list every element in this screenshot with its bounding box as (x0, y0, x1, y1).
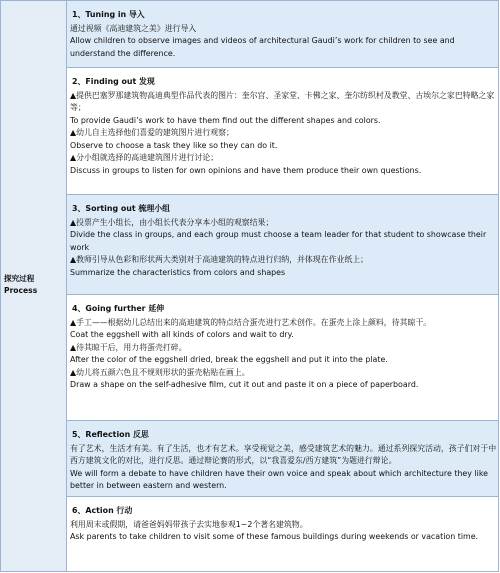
section-title: 1、Tuning in 导入 (72, 10, 145, 19)
row-label-en: Process (4, 286, 38, 295)
section-line: Discuss in groups to listen for own opinions and have them produce their own questions. (70, 165, 422, 175)
section-line: Allow children to observe images and videos of architectural Gaudi’s work for children to see and understand the difference. (70, 36, 455, 58)
row-label-cell (1, 1, 67, 571)
section-line: ▲投票产生小组长，由小组长代表分享本小组的观察结果； (70, 217, 274, 227)
row-label-zh: 探究过程 (4, 274, 35, 283)
section-line: 通过视频《高迪建筑之美》进行导入 (70, 23, 197, 33)
section-line: ▲教师引导从色彩和形状两大类别对于高迪建筑的特点进行归纳，并体现在作业纸上； (70, 255, 369, 264)
section-title: 2、Finding out 发现 (72, 77, 155, 86)
section-line: ▲幼儿将五颜六色且不规则形状的蛋壳粘贴在画上。 (70, 367, 250, 377)
section-action (67, 497, 498, 571)
section-line: Ask parents to take children to visit some of these famous buildings during weekends or vacation time. (70, 532, 479, 541)
section-line: ▲提供巴塞罗那建筑物高迪典型作品代表的图片：奎尔宫、圣家堂、卡佛之家、奎尔纺织村及教堂、古埃尔之家巴特略之家等； (70, 90, 495, 112)
section-line: We will form a debate to have children have their own voice and speak about which architecture they like better in between eastern and western. (70, 468, 488, 490)
section-line: 有了艺术，生活才有美。有了生活，也才有艺术。享受视觉之美，感受建筑艺术的魅力。通过系列探究活动，孩子们对于中西方建筑文化的对比，进行反思。通过辩论赛的形式，以“我喜爱东/西方建筑”为题进行辩论。 (70, 443, 497, 465)
row-label (1, 273, 66, 297)
section-line: ▲手工——根据幼儿总结出来的高迪建筑的特点结合蛋壳进行艺术创作。在蛋壳上涂上颜料，待其晾干。 (70, 317, 432, 327)
section-title: 5、Reflection 反思 (72, 430, 149, 439)
section-line: 利用周末或假期，请爸爸妈妈带孩子去实地参观1~2个著名建筑物。 (70, 519, 308, 529)
section-line: Coat the eggshell with all kinds of colors and wait to dry. (70, 330, 294, 339)
section-line: ▲幼儿自主选择他们喜爱的建筑图片进行观察； (70, 128, 234, 137)
section-reflection (67, 421, 498, 497)
section-line: ▲待其晾干后，用力将蛋壳打碎。 (70, 342, 187, 352)
section-line: Divide the class in groups, and each group must choose a team leader for that student to showcase their work (70, 230, 487, 252)
section-going-further (67, 295, 498, 421)
section-finding-out (67, 68, 498, 195)
section-tuning-in (67, 1, 498, 68)
section-line: After the color of the eggshell dried, break the eggshell and put it into the plate. (70, 355, 388, 364)
process-content (67, 1, 498, 571)
section-line: Observe to choose a task they like so they can do it. (70, 140, 278, 150)
section-line: Summarize the characteristics from colors and shapes (70, 267, 286, 277)
section-title: 3、Sorting out 梳理小组 (72, 204, 170, 213)
section-line: ▲分小组就选择的高迪建筑图片进行讨论； (70, 153, 219, 162)
section-title: 6、Action 行动 (72, 506, 133, 515)
section-title: 4、Going further 延伸 (72, 304, 165, 313)
section-line: Draw a shape on the self-adhesive film, cut it out and paste it on a piece of paperboard. (70, 380, 419, 389)
section-line: To provide Gaudi’s work to have them find out the different shapes and colors. (70, 115, 381, 125)
section-sorting-out (67, 195, 498, 295)
